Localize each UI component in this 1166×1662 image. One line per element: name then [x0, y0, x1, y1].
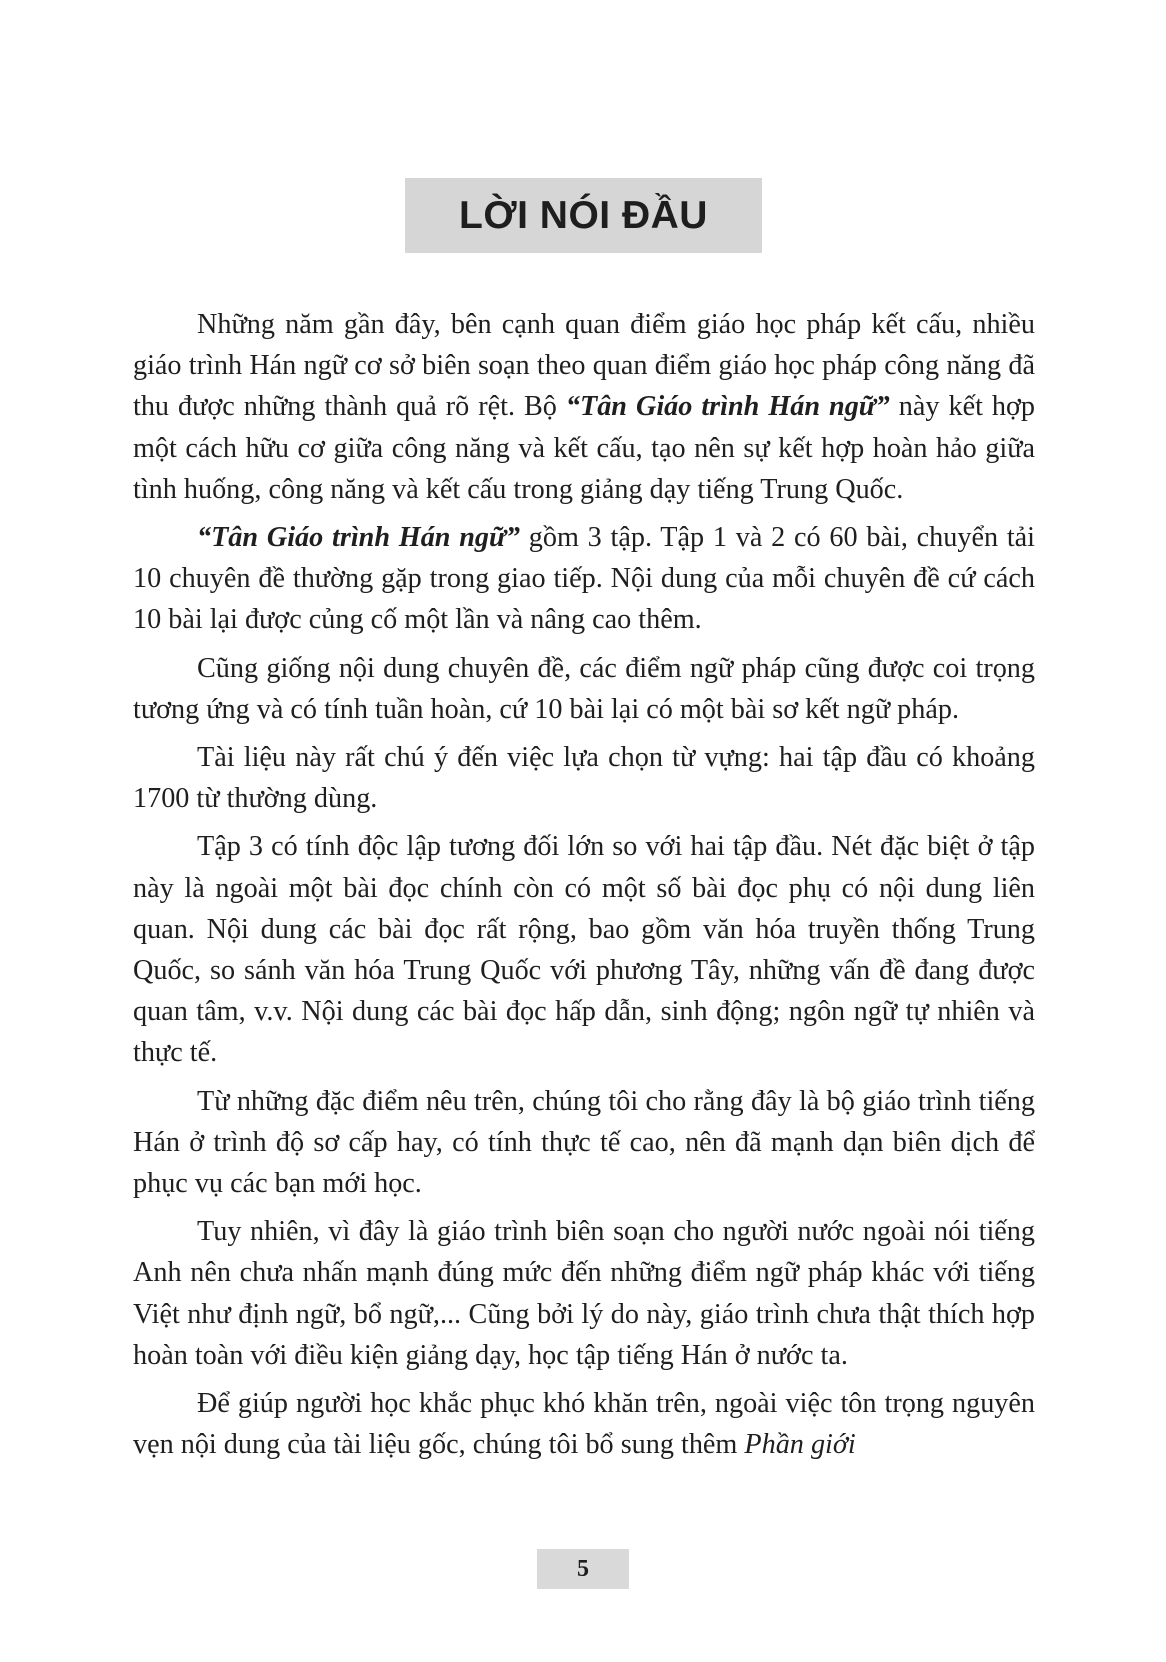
- paragraph-text: Từ những đặc điểm nêu trên, chúng tôi cho rằng đây là bộ giáo trình tiếng Hán ở trình độ sơ cấp hay, có tính thực tế cao, nên đã mạnh dạn biên dịch để phục vụ các bạn mới học.: [133, 1085, 1035, 1200]
- page-number-box: [537, 1549, 629, 1589]
- paragraph-text: Tuy nhiên, vì đây là giáo trình biên soạn cho người nước ngoài nói tiếng Anh nên chưa nhấn mạnh đúng mức đến những điểm ngữ pháp khác với tiếng Việt như định ngữ, bổ ngữ,... Cũng bởi lý do này, giáo trình chưa thật thích hợp hoàn toàn với điều kiện giảng dạy, học tập tiếng Hán ở nước ta.: [133, 1216, 1035, 1371]
- paragraph-text: Tập 3 có tính độc lập tương đối lớn so với hai tập đầu. Nét đặc biệt ở tập này là ngoài một bài đọc chính còn có một số bài đọc phụ có nội dung liên quan. Nội dung các bài đọc rất rộng, bao gồm văn hóa truyền thống Trung Quốc, so sánh văn hóa Trung Quốc với phương Tây, những vấn đề đang được quan tâm, v.v. Nội dung các bài đọc hấp dẫn, sinh động; ngôn ngữ tự nhiên và thực tế.: [133, 831, 1035, 1069]
- paragraph-text: Để giúp người học khắc phục khó khăn trên, ngoài việc tôn trọng nguyên vẹn nội dung của tài liệu gốc, chúng tôi bổ sung thêm: [133, 1388, 1035, 1461]
- paragraph-4: [133, 737, 1035, 819]
- paragraph-1: [133, 304, 1035, 510]
- page-number: 5: [577, 1555, 589, 1582]
- paragraph-5: [133, 826, 1035, 1073]
- book-title-emphasis: “Tân Giáo trình Hán ngữ”: [565, 391, 890, 423]
- paragraph-3: [133, 648, 1035, 730]
- paragraph-text: gồm 3 tập. Tập 1 và 2 có 60 bài, chuyển tải 10 chuyên đề thường gặp trong giao tiếp. Nội dung của mỗi chuyên đề cứ cách 10 bài lại được củng cố một lần và nâng cao thêm.: [133, 522, 1035, 636]
- heading-banner: [405, 178, 762, 253]
- paragraph-2: [133, 517, 1035, 641]
- paragraph-6: [133, 1081, 1035, 1205]
- paragraph-8: [133, 1383, 1035, 1465]
- paragraph-text: này kết hợp một cách hữu cơ giữa công năng và kết cấu, tạo nên sự kết hợp hoàn hảo giữa tình huống, công năng và kết cấu trong giảng dạy tiếng Trung Quốc.: [133, 391, 1035, 505]
- page-title: LỜI NÓI ĐẦU: [459, 193, 708, 237]
- paragraph-text: Những năm gần đây, bên cạnh quan điểm giáo học pháp kết cấu, nhiều giáo trình Hán ngữ cơ sở biên soạn theo quan điểm giáo học pháp công năng đã thu được những thành quả rõ rệt. Bộ: [133, 309, 1035, 423]
- body-text: [133, 304, 1035, 1472]
- italic-term: Phần giới: [744, 1429, 856, 1461]
- paragraph-text: Tài liệu này rất chú ý đến việc lựa chọn từ vựng: hai tập đầu có khoảng 1700 từ thường dùng.: [133, 742, 1035, 815]
- paragraph-7: [133, 1211, 1035, 1376]
- paragraph-text: Cũng giống nội dung chuyên đề, các điểm ngữ pháp cũng được coi trọng tương ứng và có tính tuần hoàn, cứ 10 bài lại có một bài sơ kết ngữ pháp.: [133, 652, 1035, 725]
- book-title-emphasis: “Tân Giáo trình Hán ngữ”: [197, 522, 521, 554]
